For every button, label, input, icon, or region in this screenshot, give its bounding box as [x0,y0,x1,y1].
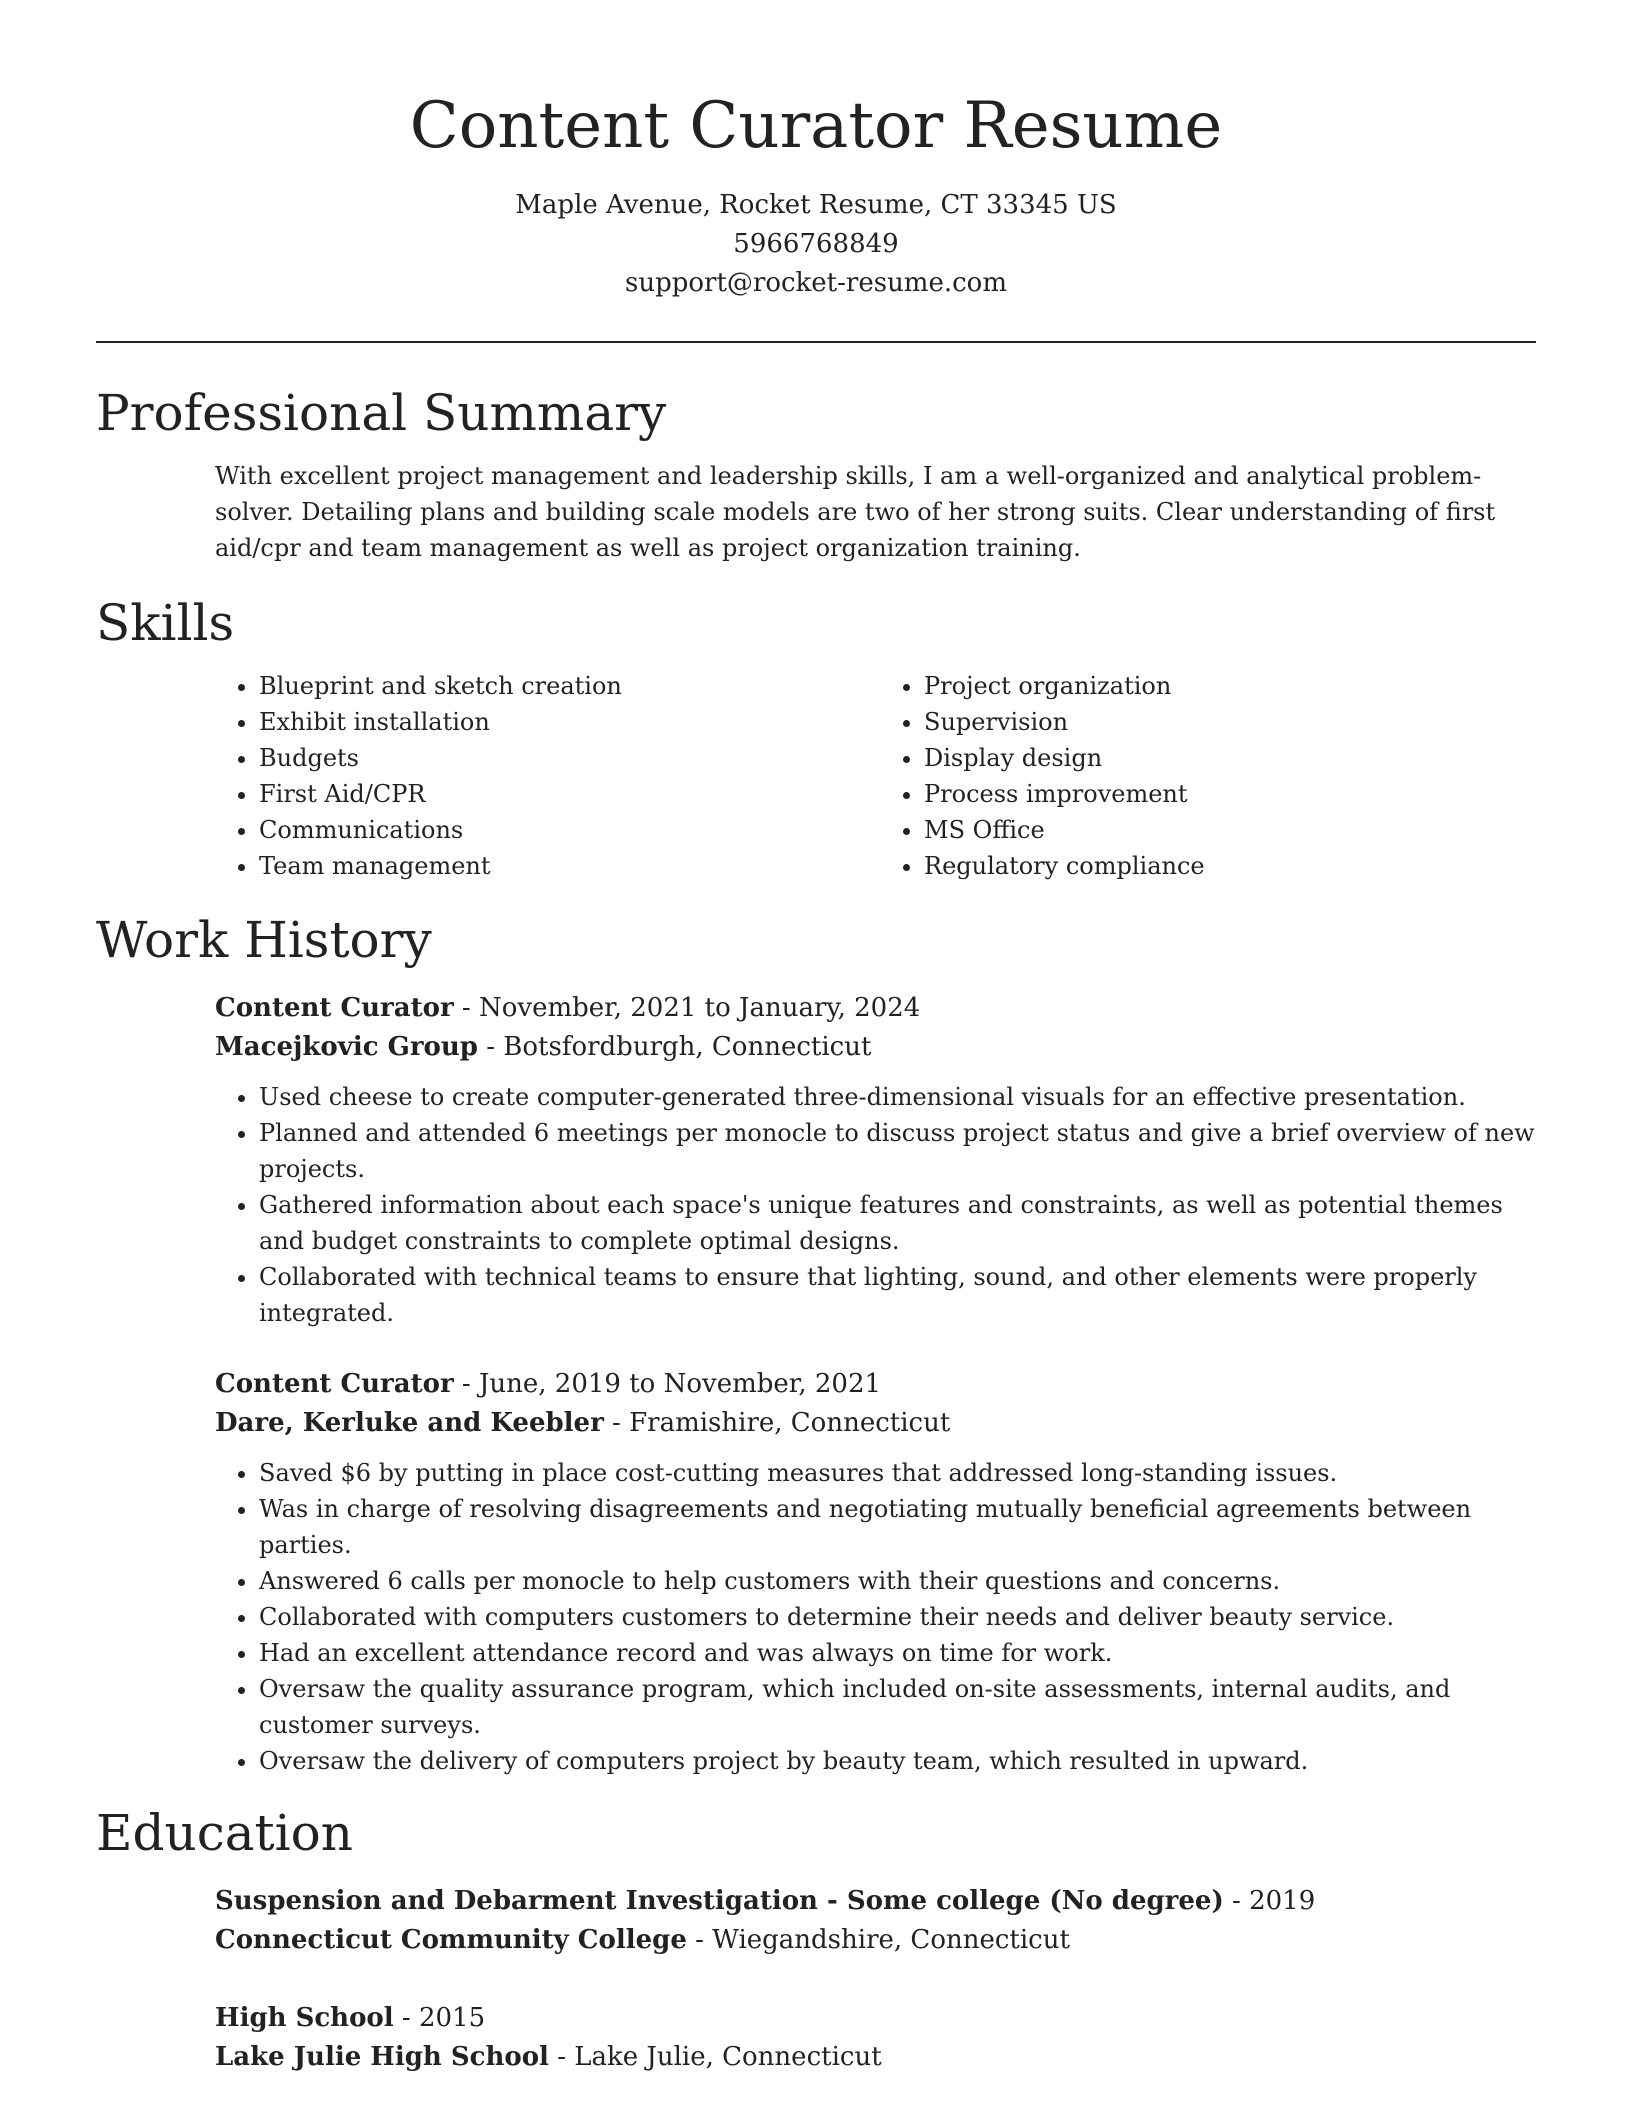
skill-item: • MS Office [924,812,1545,848]
skill-item: • Display design [924,740,1545,776]
job-duty: • Planned and attended 6 meetings per monocle to discuss project status and give a brief overview of new projects. [259,1115,1545,1187]
education-heading: Education [96,1804,353,1862]
job-duty: • Answered 6 calls per monocle to help customers with their questions and concerns. [259,1563,1545,1599]
education-program: Suspension and Debarment Investigation - Some college (No degree) [215,1886,1224,1916]
job-dates: - June, 2019 to November, 2021 [453,1369,882,1399]
job-title-line [215,1365,1545,1404]
education-program: High School [215,2003,394,2033]
job-duty: • Saved $6 by putting in place cost-cutting measures that addressed long-standing issues. [259,1455,1545,1491]
contact-address: Maple Avenue, Rocket Resume, CT 33345 US [515,190,1117,220]
skill-item: • Process improvement [924,776,1545,812]
skill-item: • Exhibit installation [259,704,880,740]
job-company: Macejkovic Group [215,1032,478,1062]
education-location: - Lake Julie, Connecticut [548,2042,882,2072]
education-school-line [215,2038,1545,2077]
skill-item: • Budgets [259,740,880,776]
job-duty: • Gathered information about each space's unique features and constraints, as well as potential themes and budget constraints to complete optimal designs. [259,1187,1545,1259]
job-company-line [215,1404,1545,1443]
skill-item: • Regulatory compliance [924,848,1545,884]
job-dates: - November, 2021 to January, 2024 [453,993,921,1023]
job-duties-list [215,1079,1545,1331]
skill-item: • Supervision [924,704,1545,740]
education-program-line [215,1882,1545,1921]
job-duties-list [215,1455,1545,1779]
summary-section [215,458,1545,566]
job-duty: • Used cheese to create computer-generated three-dimensional visuals for an effective presentation. [259,1079,1545,1115]
skills-heading: Skills [96,594,235,652]
skill-item: • Communications [259,812,880,848]
job-company: Dare, Kerluke and Keebler [215,1408,604,1438]
education-school: Lake Julie High School [215,2042,549,2072]
summary-text: With excellent project management and leadership skills, I am a well-organized and analytical problem-solver. Detailing plans and building scale models are two of her strong suits. Clear understanding of first aid/cpr and team management as well as project organization training. [215,462,1496,562]
skill-item: • Blueprint and sketch creation [259,668,880,704]
resume-header [96,84,1536,303]
skill-item: • Team management [259,848,880,884]
skills-columns [215,668,1545,884]
skill-item: • Project organization [924,668,1545,704]
education-year: - 2019 [1223,1886,1316,1916]
job-duty: • Collaborated with technical teams to ensure that lighting, sound, and other elements were properly integrated. [259,1259,1545,1331]
education-entry [215,1999,1545,2077]
skills-list-left [215,668,880,884]
job-location: - Framishire, Connecticut [603,1408,951,1438]
skills-section [215,668,1545,884]
job-location: - Botsfordburgh, Connecticut [477,1032,872,1062]
education-school-line [215,1921,1545,1960]
contact-email: support@rocket-resume.com [624,268,1007,298]
work-heading: Work History [96,911,432,969]
education-school: Connecticut Community College [215,1925,687,1955]
summary-heading: Professional Summary [96,384,667,442]
job-entry [215,989,1545,1331]
contact-info [96,186,1536,303]
contact-phone: 5966768849 [733,229,899,259]
education-location: - Wiegandshire, Connecticut [686,1925,1070,1955]
skills-list-right [880,668,1545,884]
job-title: Content Curator [215,1369,454,1399]
job-duty: • Had an excellent attendance record and was always on time for work. [259,1635,1545,1671]
education-entry [215,1882,1545,1960]
education-year: - 2015 [393,2003,486,2033]
job-company-line [215,1028,1545,1067]
job-duty: • Was in charge of resolving disagreements and negotiating mutually beneficial agreements between parties. [259,1491,1545,1563]
job-entry [215,1365,1545,1779]
job-title-line [215,989,1545,1028]
resume-title: Content Curator Resume [409,89,1223,163]
education-program-line [215,1999,1545,2038]
job-duty: • Collaborated with computers customers to determine their needs and deliver beauty service. [259,1599,1545,1635]
header-divider [96,341,1536,343]
job-title: Content Curator [215,993,454,1023]
job-duty: • Oversaw the quality assurance program, which included on-site assessments, internal audits, and customer surveys. [259,1671,1545,1743]
skill-item: • First Aid/CPR [259,776,880,812]
job-duty: • Oversaw the delivery of computers project by beauty team, which resulted in upward. [259,1743,1545,1779]
